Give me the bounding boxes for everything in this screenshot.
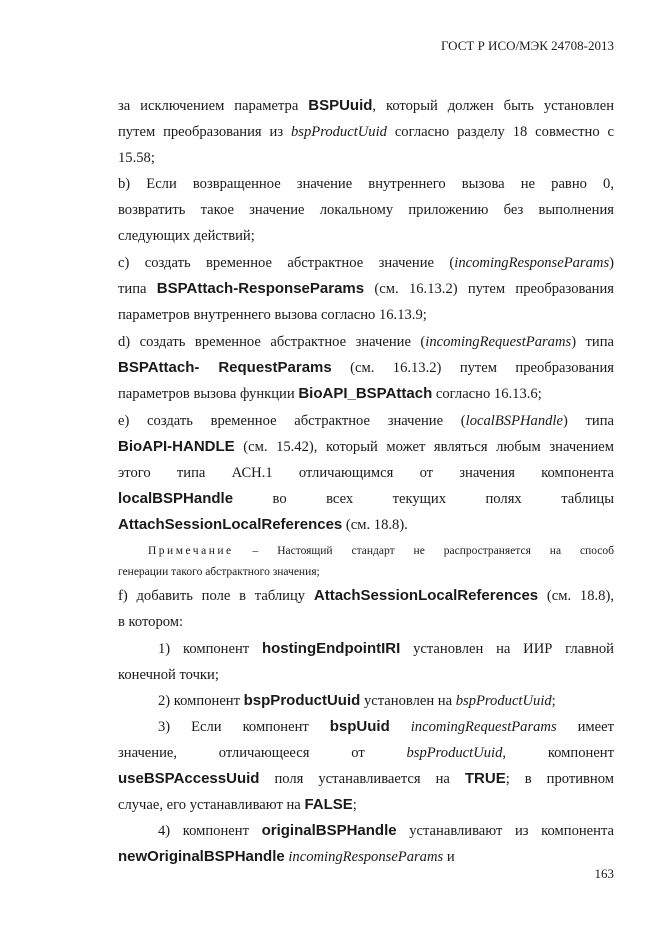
text-run: случае, его устанавливают на [118, 797, 305, 813]
text-line [158, 692, 614, 710]
code-term: hostingEndpointIRI [261, 640, 401, 657]
text-line [118, 254, 614, 272]
text-run: e) создать временное абстрактное значение ( [118, 413, 466, 429]
text-line [118, 175, 614, 193]
text-line [158, 640, 614, 658]
text-line [118, 464, 614, 482]
italic-term: bspProductUuid [291, 124, 387, 140]
code-term: useBSPAccessUuid [118, 770, 260, 787]
text-run: ; [352, 797, 357, 813]
text-line [118, 587, 614, 605]
text-run: , который должен быть установлен [372, 98, 615, 114]
code-term: BioAPI_BSPAttach [298, 385, 433, 402]
text-run: в котором: [118, 614, 184, 630]
text-run: установлен на [360, 693, 456, 709]
text-line [118, 280, 614, 298]
text-run: d) создать временное абстрактное значение ( [118, 334, 426, 350]
text-line [118, 516, 614, 534]
text-run: , компонент [502, 745, 614, 761]
text-run: (см. 16.13.2) путем преобразования [364, 281, 614, 297]
text-run: значение, отличающееся от [118, 745, 407, 761]
text-line [118, 412, 614, 430]
text-run: (см. 18.8). [342, 517, 408, 533]
code-term: AttachSessionLocalReferences [313, 587, 539, 604]
text-run: путем преобразования из [118, 124, 291, 140]
text-run: параметров вызова функции [118, 386, 299, 402]
code-term: originalBSPHandle [261, 822, 397, 839]
text-run: (см. 18.8), [538, 588, 614, 604]
text-line [158, 822, 614, 840]
text-line [118, 613, 614, 631]
note-line [148, 542, 614, 560]
code-term: TRUE [464, 770, 506, 787]
text-run: установлен на ИИР главной [400, 641, 614, 657]
text-line [118, 333, 614, 351]
text-run: следующих действий; [118, 228, 255, 244]
text-run: параметров внутреннего вызова согласно 16.13.9; [118, 307, 427, 323]
code-term: FALSE [304, 796, 353, 813]
text-line [118, 438, 614, 456]
text-run: и [443, 849, 455, 865]
text-run: f) добавить поле в таблицу [118, 588, 314, 604]
text-run: ) [609, 255, 614, 271]
text-run: ; [551, 693, 556, 709]
text-run: 3) Если компонент [158, 719, 330, 735]
text-line [158, 718, 614, 736]
text-line [118, 149, 614, 167]
text-run: 1) компонент [158, 641, 262, 657]
text-line [118, 123, 614, 141]
text-run: c) создать временное абстрактное значение ( [118, 255, 455, 271]
text-run: (см. 15.42), который может являться любым значением [234, 439, 614, 455]
text-run: ; в противном [505, 771, 614, 787]
text-run: генерации такого абстрактного значения; [118, 566, 320, 578]
text-line [118, 490, 614, 508]
text-line [118, 744, 614, 762]
italic-term: incomingResponseParams [288, 849, 444, 865]
text-line [118, 97, 614, 115]
italic-term: incomingResponseParams [454, 255, 610, 271]
italic-term: bspProductUuid [455, 693, 552, 709]
code-term: AttachSessionLocalReferences [118, 516, 343, 533]
text-line [118, 306, 614, 324]
italic-term: incomingRequestParams [410, 719, 557, 735]
text-run: устанавливают из компонента [396, 823, 615, 839]
document-header: ГОСТ Р ИСО/МЭК 24708-2013 [440, 38, 614, 53]
code-term: BSPAttach-ResponseParams [156, 280, 365, 297]
text-run: 2) компонент [158, 693, 244, 709]
text-run: ) типа [562, 413, 614, 429]
text-line [118, 385, 614, 403]
text-run: возвратить такое значение локальному приложению без выполнения [118, 202, 614, 218]
italic-term: incomingRequestParams [425, 334, 572, 350]
text-run: (см. 16.13.2) путем преобразования [331, 360, 614, 376]
code-term: bspUuid [329, 718, 390, 735]
text-run: поля устанавливается на [259, 771, 465, 787]
text-run: во всех текущих полях таблицы [233, 491, 614, 507]
text-run [390, 719, 411, 735]
text-run: за исключением параметра [118, 98, 309, 114]
text-run: типа [118, 281, 157, 297]
text-run: этого типа АСН.1 отличающимся от значения компонента [118, 465, 614, 481]
text-line [118, 359, 614, 377]
text-line [118, 770, 614, 788]
text-run: – Настоящий стандарт не распространяется на способ [233, 545, 614, 557]
text-run: согласно 16.13.6; [432, 386, 542, 402]
text-run: Примечание [148, 545, 234, 557]
note-line [118, 563, 614, 581]
text-run: ) типа [571, 334, 615, 350]
text-run: b) Если возвращенное значение внутреннего вызова не равно 0, [118, 176, 614, 192]
text-line [118, 666, 614, 684]
italic-term: localBSPHandle [465, 413, 563, 429]
code-term: BSPAttach- RequestParams [118, 359, 332, 376]
page-number: 163 [594, 866, 614, 881]
text-line [118, 201, 614, 219]
code-term: bspProductUuid [243, 692, 361, 709]
text-line [118, 796, 614, 814]
italic-term: bspProductUuid [406, 745, 503, 761]
text-run: 4) компонент [158, 823, 262, 839]
text-run: имеет [556, 719, 615, 735]
code-term: newOriginalBSPHandle [118, 848, 285, 865]
text-run: согласно разделу 18 совместно с [386, 124, 614, 140]
code-term: BioAPI-HANDLE [118, 438, 235, 455]
code-term: BSPUuid [308, 97, 373, 114]
text-line [118, 848, 614, 866]
code-term: localBSPHandle [118, 490, 234, 507]
text-line [118, 227, 614, 245]
text-run: конечной точки; [118, 667, 219, 683]
text-run: 15.58; [118, 150, 155, 166]
